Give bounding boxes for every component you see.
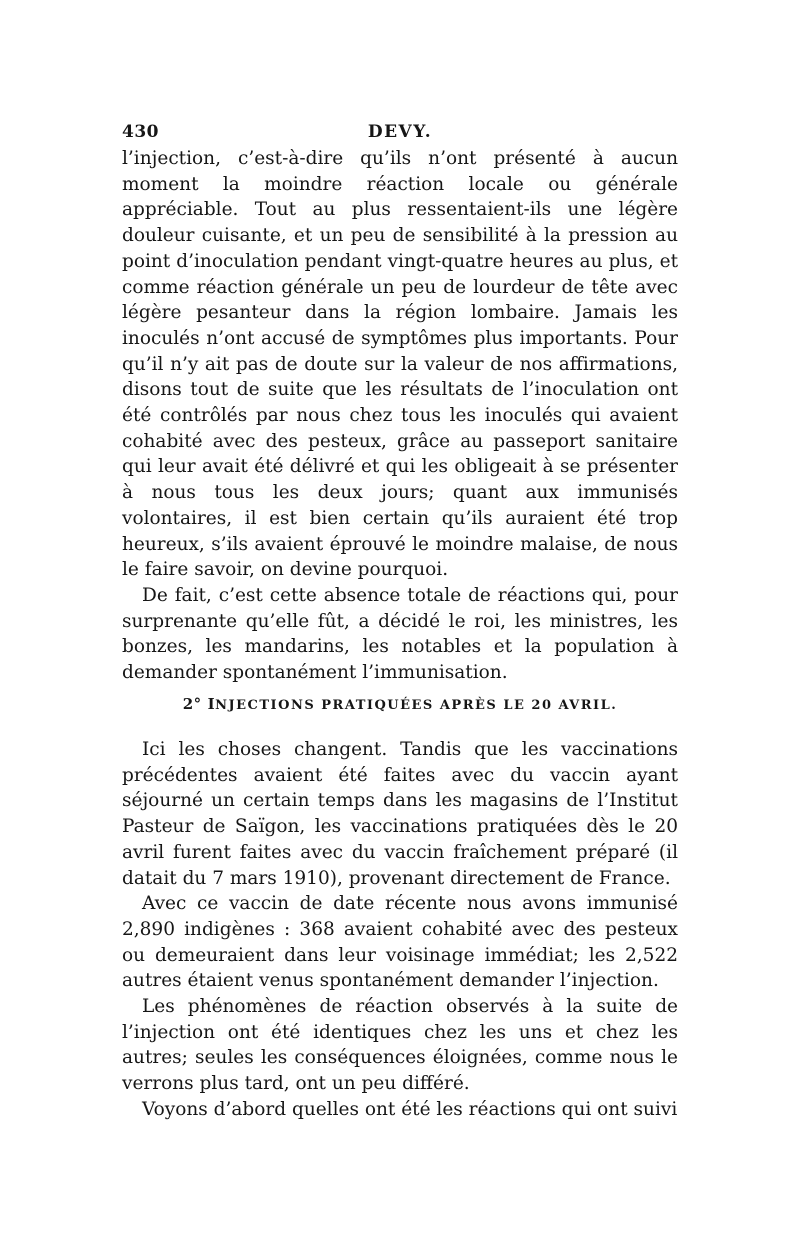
- section-number: 2°: [182, 695, 202, 713]
- page-number: 430: [122, 122, 159, 142]
- section-title-initial: I: [207, 695, 216, 713]
- paragraph: Les phénomènes de réaction observés à la suite de l’injection ont été identiques chez les uns et chez les autres; seules les conséquences éloignées, comme nous le verrons plus tard, ont un peu différé.: [122, 996, 678, 1095]
- paragraph: De fait, c’est cette absence totale de réactions qui, pour surprenante qu’elle fût, a décidé le roi, les ministres, les bonzes, les mandarins, les notables et la population à demander spontanément l’immunisation.: [122, 584, 678, 684]
- section-title: NJECTIONS PRATIQUÉES APRÈS LE 20 AVRIL.: [215, 698, 618, 713]
- paragraph: Avec ce vaccin de date récente nous avons immunisé 2,890 indigènes : 368 avaient cohabité avec des pesteux ou demeuraient dans leur voisinage immédiat; les 2,522 autres étaient venus spontanément demander l’injection.: [122, 893, 678, 992]
- paragraph: Voyons d’abord quelles ont été les réactions qui ont suivi: [142, 1098, 678, 1120]
- section-heading: [122, 694, 678, 716]
- paragraph: Ici les choses changent. Tandis que les vaccinations précédentes avaient été faites avec du vaccin ayant séjourné un certain temps dans les magasins de l’Institut Pasteur de Saïgon, les vaccinations pratiquées dès le 20 avril furent faites avec du vaccin fraîchement préparé (il datait du 7 mars 1910), provenant directement de France.: [122, 739, 678, 889]
- paragraph: l’injection, c’est-à-dire qu’ils n’ont présenté à aucun moment la moindre réaction locale ou générale appréciable. Tout au plus ressentaient-ils une légère douleur cuisante, et un peu de sensibilité à la pression au point d’inoculation pendant vingt-quatre heures au plus, et comme réaction générale un peu de lourdeur de tête avec légère pesanteur dans la région lombaire. Jamais les inoculés n’ont accusé de symptômes plus importants. Pour qu’il n’y ait pas de doute sur la valeur de nos affirmations, disons tout de suite que les résultats de l’inoculation ont été contrôlés par nous chez tous les inoculés qui avaient cohabité avec des pesteux, grâce au passeport sanitaire qui leur avait été délivré et qui les obligeait à se présenter à nous tous les deux jours; quant aux immunisés volontaires, il est bien certain qu’ils auraient été trop heureux, s’ils avaient éprouvé le moindre malaise, de nous le faire savoir, on devine pourquoi.: [122, 148, 678, 581]
- text-block-top: [122, 146, 678, 686]
- page-header: [122, 122, 678, 146]
- text-block-bottom: [122, 737, 678, 1123]
- running-head: DEVY.: [367, 122, 433, 142]
